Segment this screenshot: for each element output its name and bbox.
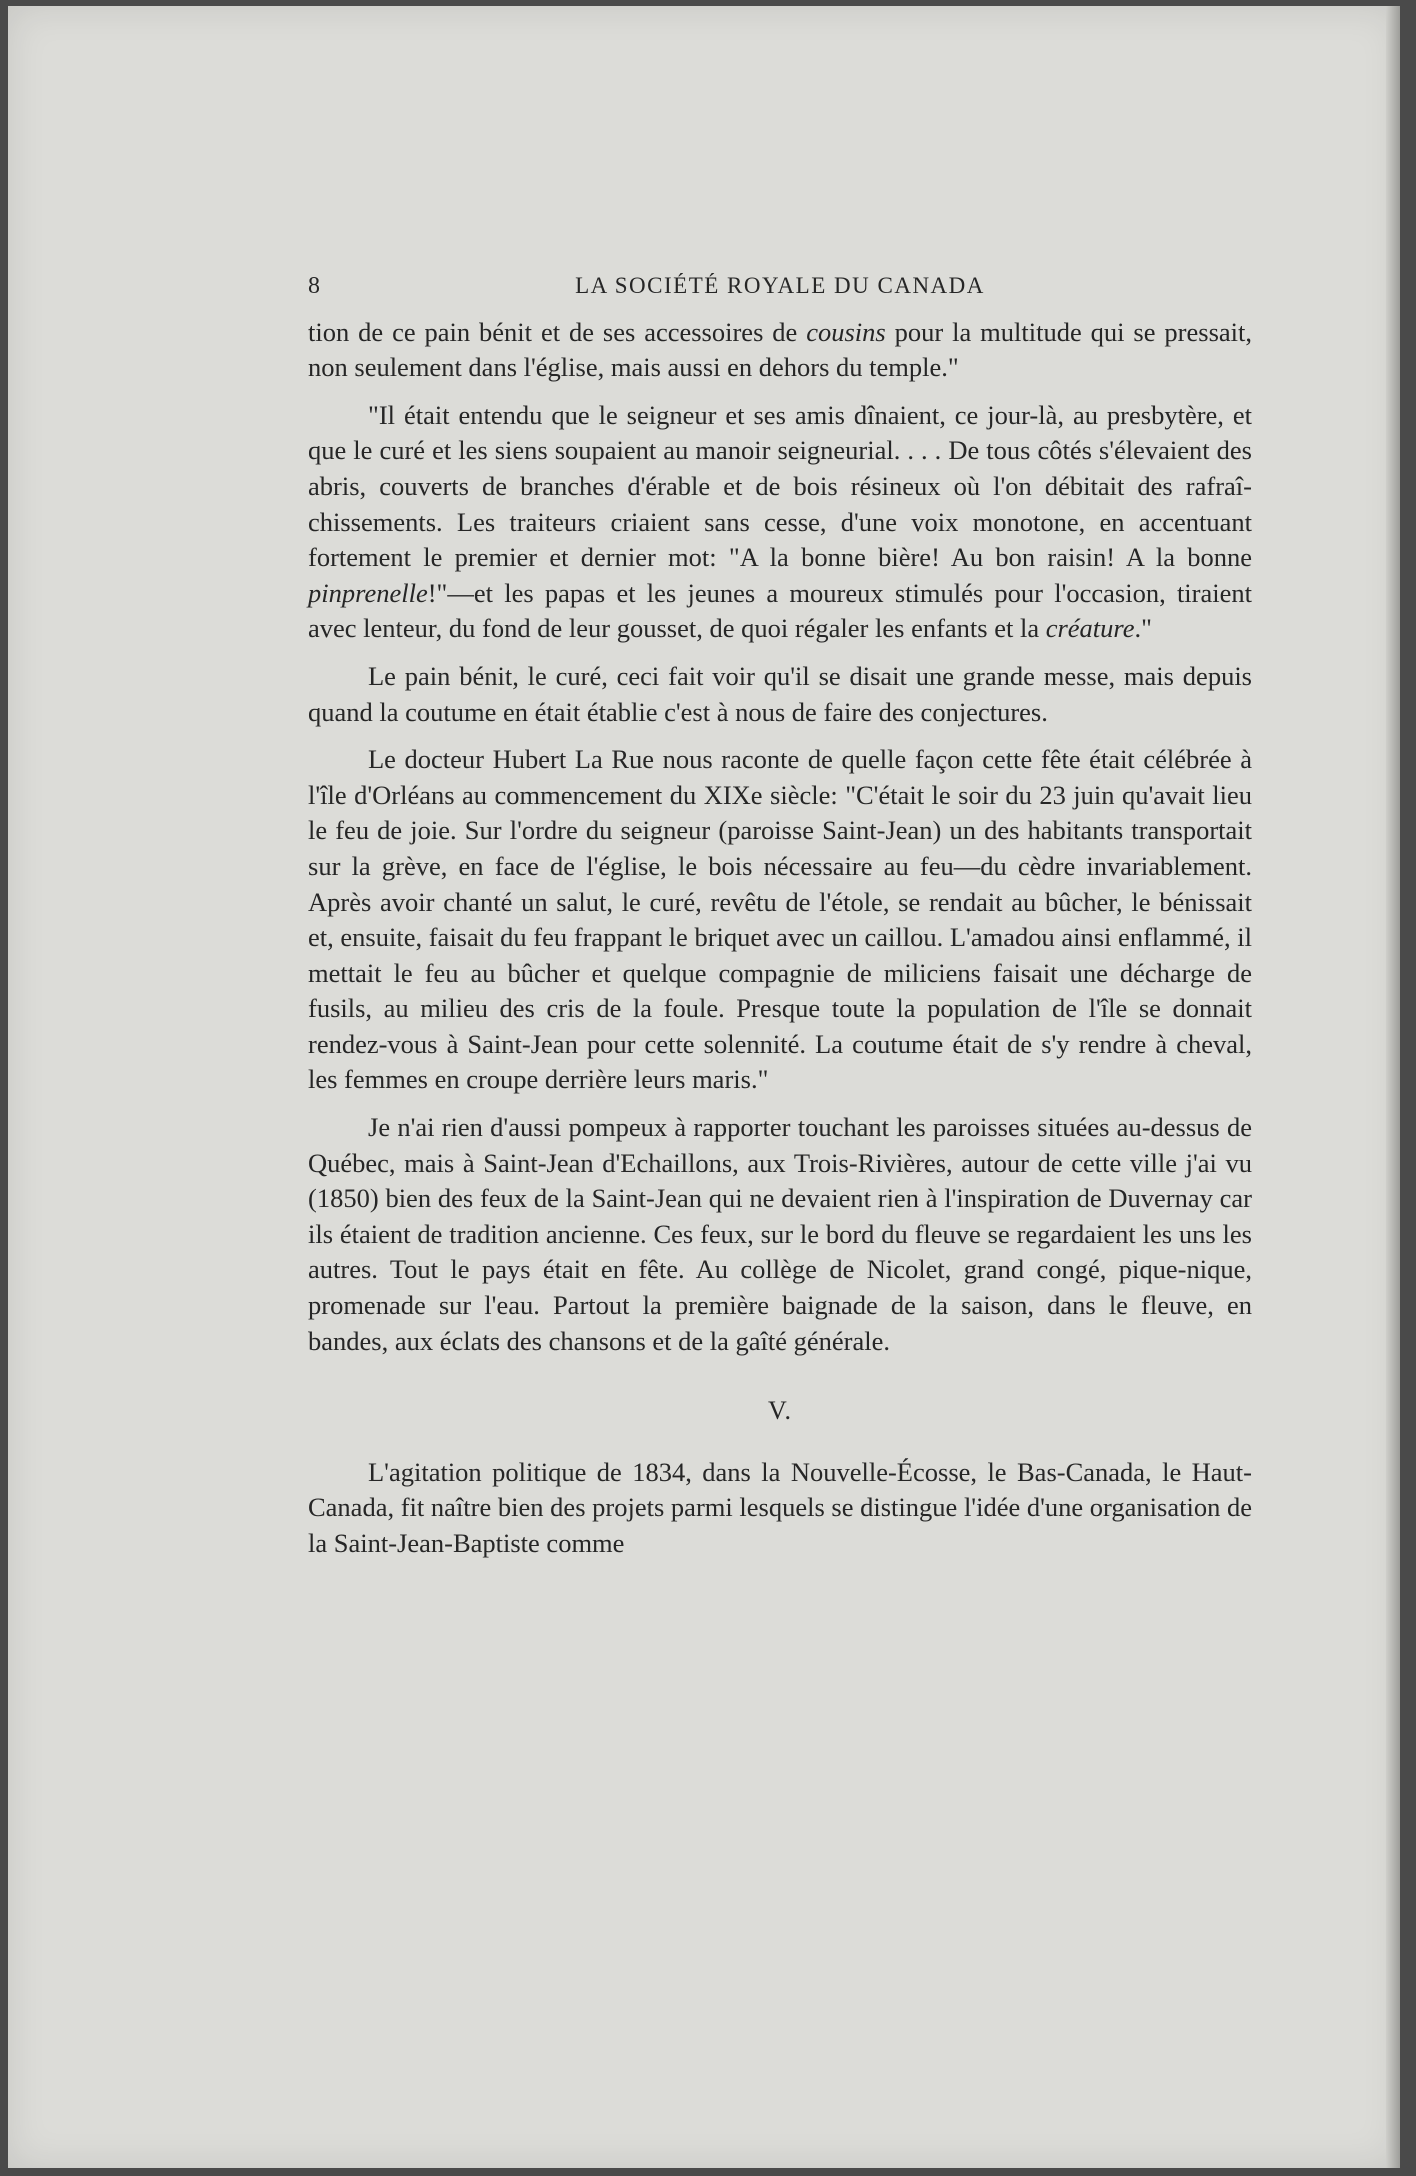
paragraph-p6 <box>308 1455 1252 1562</box>
paragraph-p1 <box>308 315 1252 386</box>
text-block <box>308 268 1252 1565</box>
text-run: !"—et les papas et les jeunes a moureux stimulés pour l'occasion, tiraient avec lenteur, du fond de leur gousset, de quoi régaler les enfants et la <box>308 577 1252 644</box>
italic-term: créature <box>1045 613 1135 644</box>
page-edge-shadow <box>1386 6 1400 2168</box>
document-page <box>8 6 1400 2168</box>
text-run: L'agitation politique de 1834, dans la Nouvelle-Écosse, le Bas-Canada, le Haut-Canada, fit naître bien des projets parmi lesquels se distingue l'idée d'une organisation de la Saint-Jean-Baptiste comme <box>308 1456 1252 1558</box>
text-run: Je n'ai rien d'aussi pompeux à rapporter touchant les paroisses situées au-dessus de Québec, mais à Saint-Jean d'Echaillons, aux Trois-Rivières, autour de cette ville j'ai vu (1850) bien des feux de la Saint-Jean qui ne devaient rien à l'inspiration de Duvernay car ils étaient de tradition ancienne. Ces feux, sur le bord du fleuve se regardaient les uns les autres. Tout le pays était en fête. Au collège de Nicolet, grand congé, pique-nique, promenade sur l'eau. Partout la première baignade de la saison, dans le fleuve, en bandes, aux éclats des chansons et de la gaîté générale. <box>308 1112 1252 1356</box>
italic-term: pinprenelle <box>308 577 428 608</box>
paragraph-p4 <box>308 742 1252 1098</box>
paragraph-p2 <box>308 398 1252 647</box>
text-run: "Il était entendu que le seigneur et ses amis dînaient, ce jour-là, au presbytère, et que le curé et les siens soupaient au manoir seigneurial. . . . De tous côtés s'élevaient des abris, couverts de branches d'érable et de bois résineux où l'on débitait des rafraîchissements. Les traiteurs criaient sans cesse, d'une voix monotone, en accentuant fortement le premier et dernier mot: "A la bonne bière! Au bon raisin! A la bonne <box>308 399 1252 573</box>
text-run: ." <box>1134 613 1152 644</box>
paragraph-p5 <box>308 1110 1252 1359</box>
text-run: tion de ce pain bénit et de ses accessoires de <box>308 316 807 347</box>
text-run: pour la multitude qui se pressait, non seulement dans l'église, mais aussi en dehors du temple." <box>308 316 1252 383</box>
page-number: 8 <box>308 273 321 299</box>
section-heading: V. <box>768 1396 792 1426</box>
running-head <box>308 268 1252 305</box>
running-title: LA SOCIÉTÉ ROYALE DU CANADA <box>575 273 985 298</box>
text-run: Le docteur Hubert La Rue nous raconte de quelle façon cette fête était célébrée à l'île d'Orléans au commencement du XIXe siècle: "C'était le soir du 23 juin qu'avait lieu le feu de joie. Sur l'ordre du seigneur (paroisse Saint-Jean) un des habitants transportait sur la grève, en face de l'église, le bois nécessaire au feu—du cèdre invariablement. Après avoir chanté un salut, le curé, revêtu de l'étole, se rendait au bûcher, le bénissait et, ensuite, faisait du feu frappant le briquet avec un caillou. L'amadou ainsi enflammé, il mettait le feu au bûcher et quelque compagnie de miliciens faisait une décharge de fusils, au milieu des cris de la foule. Presque toute la population de l'île se donnait rendez-vous à Saint-Jean pour cette solennité. La coutume était de s'y rendre à cheval, les femmes en croupe derrière leurs maris." <box>308 744 1252 1095</box>
paragraph-p3 <box>308 659 1252 730</box>
section-paragraphs <box>308 1455 1252 1562</box>
body-paragraphs <box>308 315 1252 1360</box>
italic-term: cousins <box>806 316 886 347</box>
text-run: Le pain bénit, le curé, ceci fait voir qu'il se disait une grande messe, mais depuis quand la coutume en était établie c'est à nous de faire des conjectures. <box>308 660 1252 727</box>
